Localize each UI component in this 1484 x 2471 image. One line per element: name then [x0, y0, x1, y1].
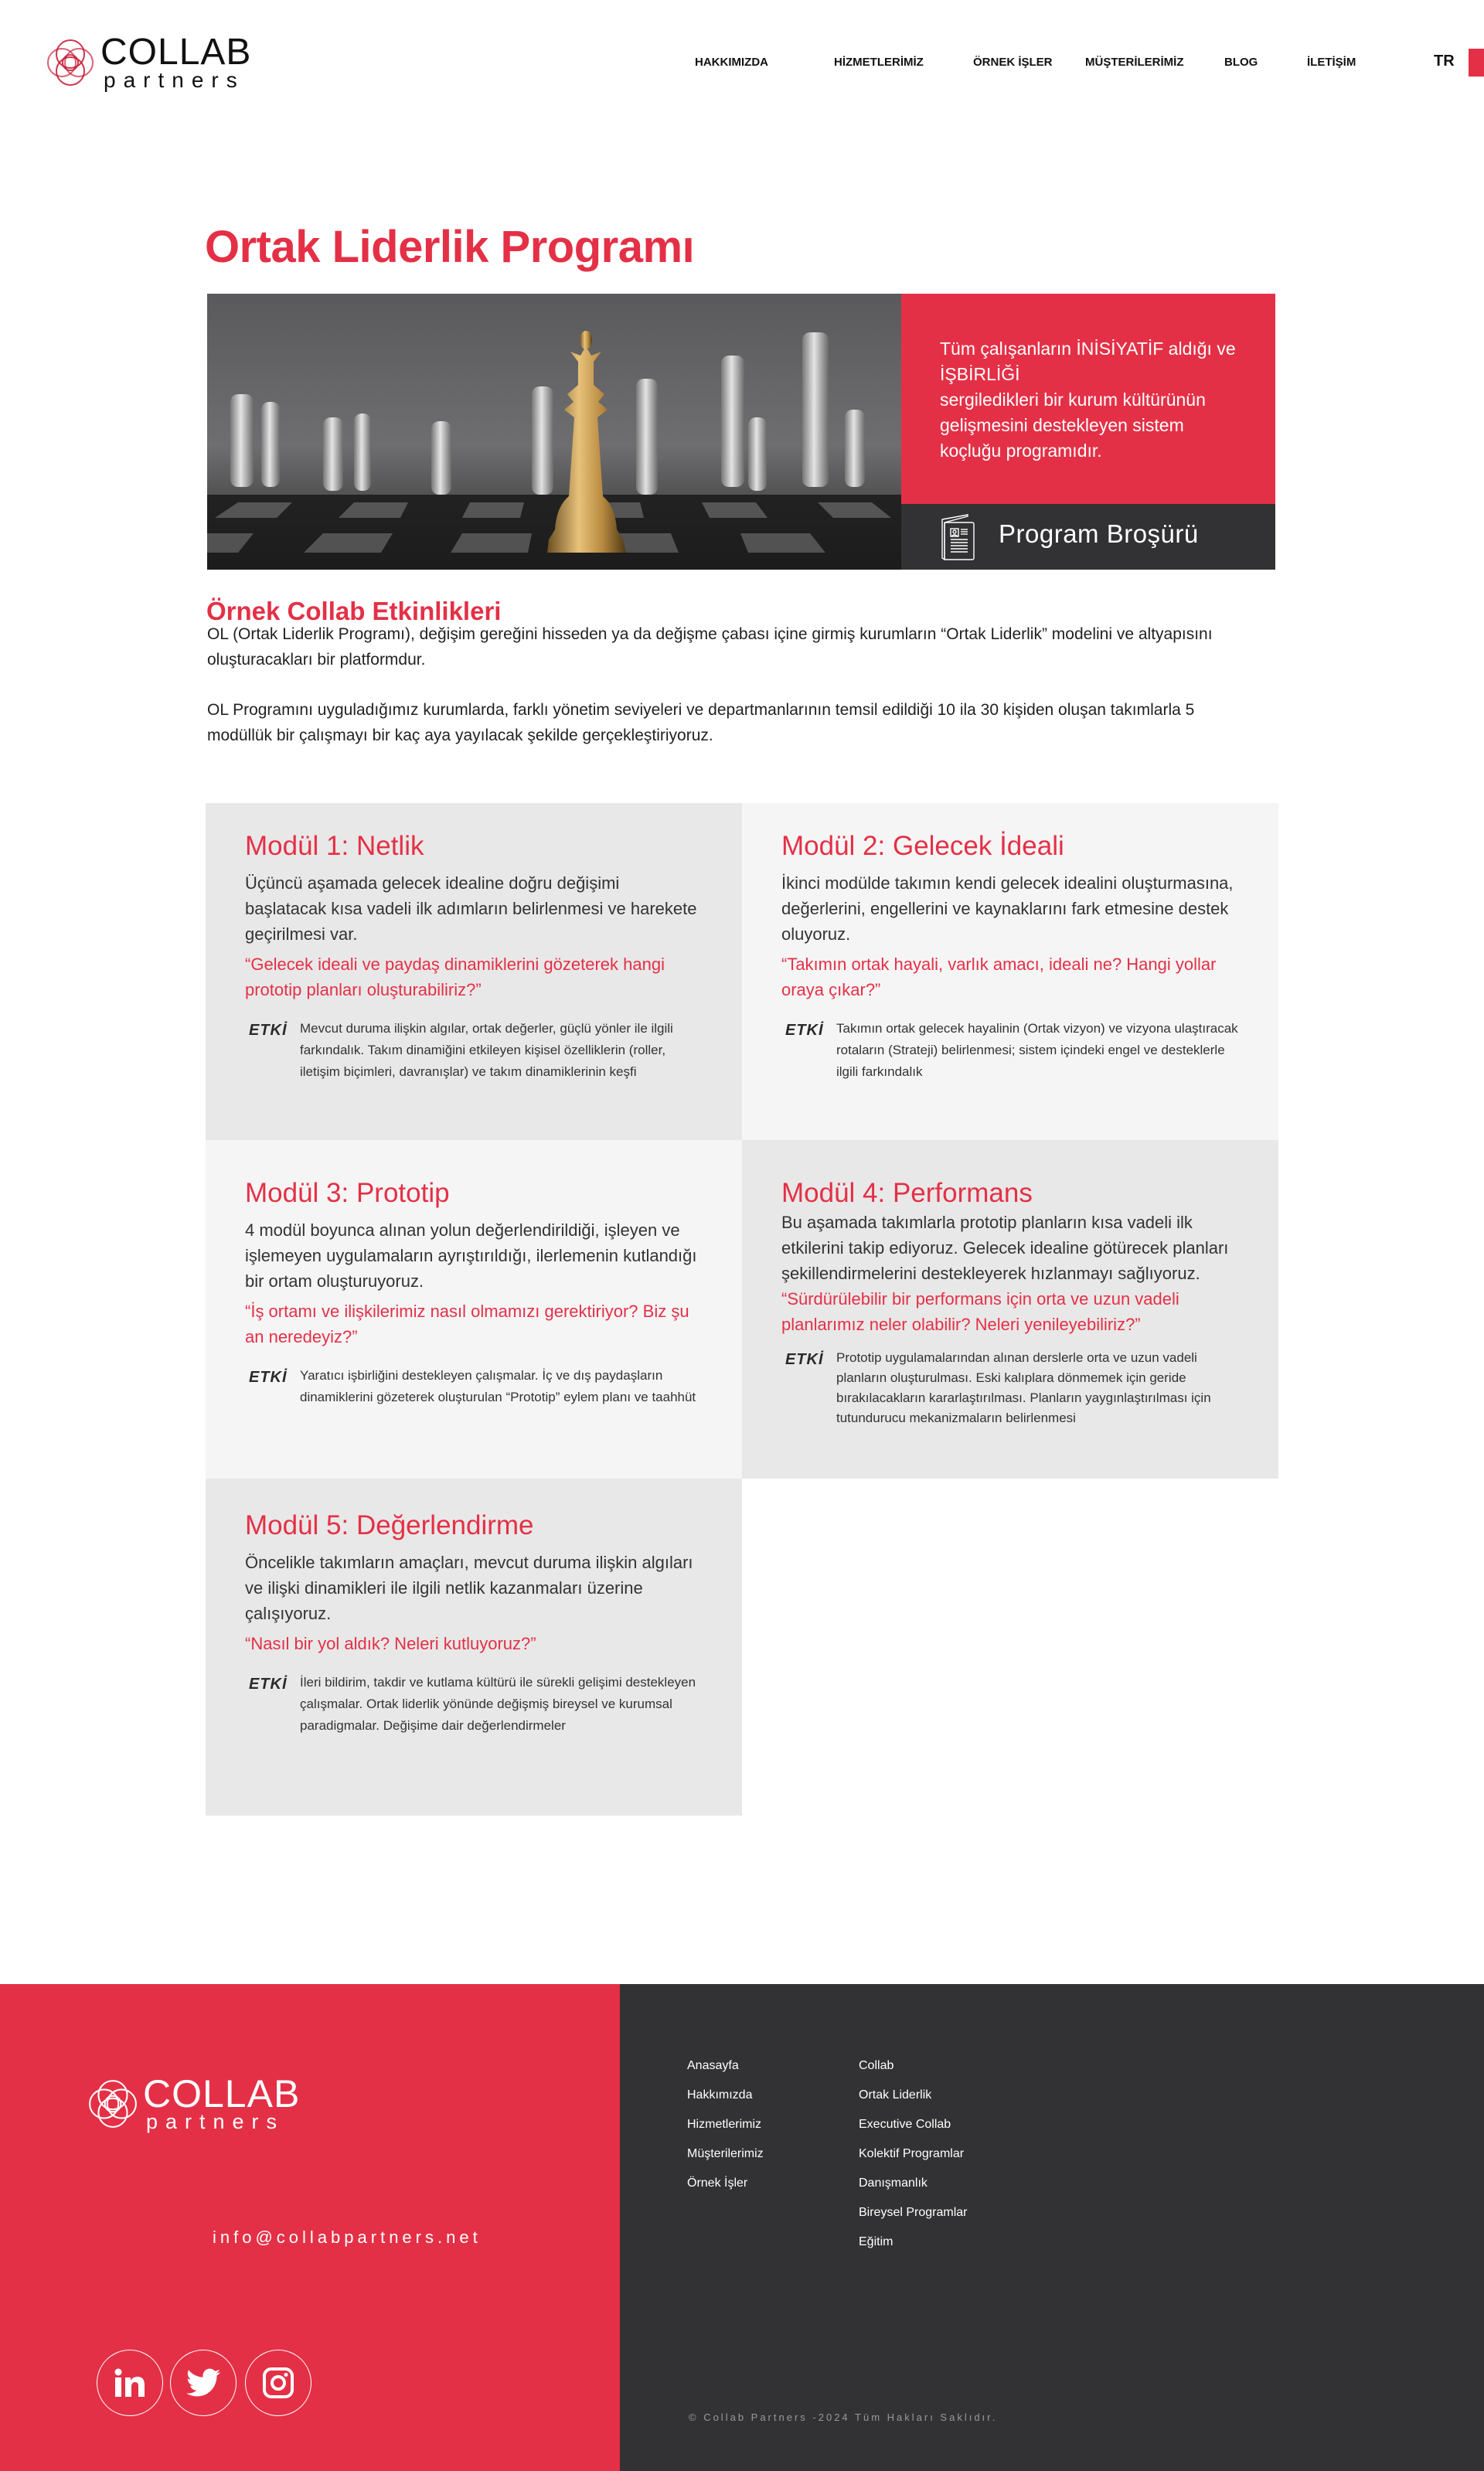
- footer-logo[interactable]: [87, 2072, 318, 2139]
- instagram-button[interactable]: [245, 2350, 311, 2416]
- site-header: [0, 0, 1484, 131]
- logo-rings-icon: [45, 37, 96, 88]
- nav-blog[interactable]: BLOG: [1224, 56, 1258, 69]
- logo-sub: partners: [104, 68, 245, 92]
- footer-right: [620, 1984, 1484, 2471]
- module-card-1: [206, 803, 742, 1140]
- brochure-label: Program Broşürü: [999, 519, 1199, 548]
- nav-musterilerimiz[interactable]: MÜŞTERİLERİMİZ: [1085, 56, 1184, 69]
- footer-link-anasayfa[interactable]: Anasayfa: [687, 2059, 739, 2072]
- module-title: Modül 4: Performans: [781, 1178, 1033, 1208]
- impact-label: ETKİ: [785, 1022, 824, 1039]
- footer-link-collab[interactable]: Collab: [859, 2059, 894, 2072]
- module-quote: “Takımın ortak hayali, varlık amacı, ideali ne? Hangi yollar oraya çıkar?”: [781, 955, 1217, 999]
- module-quote: “Nasıl bir yol aldık? Neleri kutluyoruz?”: [245, 1634, 536, 1653]
- collab-logo[interactable]: [45, 32, 254, 94]
- footer-link-musterilerimiz[interactable]: Müşterilerimiz: [687, 2147, 764, 2160]
- module-card-4: [742, 1140, 1278, 1479]
- hero-tagline-line: Tüm çalışanların İNİSİYATİF aldığı ve: [940, 339, 1236, 359]
- impact-label: ETKİ: [249, 1022, 288, 1039]
- module-impact: [781, 1018, 1240, 1083]
- impact-label: ETKİ: [249, 1676, 288, 1693]
- twitter-icon: [186, 2368, 220, 2398]
- footer-link-bireysel-programlar[interactable]: Bireysel Programlar: [859, 2206, 968, 2219]
- instagram-icon: [262, 2367, 294, 2399]
- footer-link-egitim[interactable]: Eğitim: [859, 2235, 893, 2248]
- copyright-text: © Collab Partners -2024 Tüm Hakları Saklıdır.: [689, 2411, 998, 2423]
- module-quote: “İş ortamı ve ilişkilerimiz nasıl olmamızı gerektiriyor? Biz şu an neredeyiz?”: [245, 1302, 689, 1346]
- impact-text: Yaratıcı işbirliğini destekleyen çalışmalar. İç ve dış paydaşların dinamiklerini gözeterek oluşturulan “Prototip” eylem planı ve taahhüt: [300, 1368, 696, 1404]
- footer-link-kolektif-programlar[interactable]: Kolektif Programlar: [859, 2147, 965, 2160]
- module-description: Öncelikle takımların amaçları, mevcut duruma ilişkin algıları ve ilişki dinamikleri ile ilgili netlik kazanmaları üzerine çalışıyoruz.: [245, 1553, 693, 1623]
- hero-tagline-line: koçluğu programıdır.: [940, 441, 1102, 461]
- intro-paragraph-2: OL Programını uyguladığımız kurumlarda, farklı yönetim seviyeleri ve departmanlarının temsil edildiği 10 ila 30 kişiden oluşan takımlarla 5 modüllük bir çalışmayı bir kaç aya yayılacak şekilde gerçekleştiriyoruz.: [207, 701, 1195, 744]
- brochure-button[interactable]: [901, 504, 1275, 570]
- module-quote: “Sürdürülebilir bir performans için orta ve uzun vadeli planlarımız neler olabilir? Neleri yenileyebiliriz?”: [781, 1289, 1179, 1334]
- footer-link-danismanlik[interactable]: Danışmanlık: [859, 2177, 928, 2190]
- linkedin-icon: [113, 2367, 147, 2398]
- logo-rings-icon: [87, 2078, 139, 2130]
- hero-tagline-line: gelişmesini destekleyen sistem: [940, 415, 1184, 435]
- hero-tagline-line: İŞBİRLİĞİ: [940, 364, 1020, 384]
- impact-text: İleri bildirim, takdir ve kutlama kültürü ile sürekli gelişimi destekleyen çalışmalar. Ortak liderlik yönünde değişmiş bireysel ve kurumsal paradigmalar. Değişime dair değerlendirmeler: [300, 1675, 696, 1733]
- hero-chess-image: [207, 294, 901, 570]
- menu-toggle-bar[interactable]: [1469, 49, 1484, 77]
- logo-brand: COLLAB: [100, 32, 252, 73]
- module-impact: [781, 1348, 1240, 1428]
- intro-paragraph-1: OL (Ortak Liderlik Programı), değişim gereğini hisseden ya da değişme çabası içine girmiş kurumların “Ortak Liderlik” modelini ve altyapısını oluşturacakları bir platformdur.: [207, 625, 1213, 669]
- linkedin-button[interactable]: [97, 2350, 163, 2416]
- footer-logo-sub: partners: [146, 2110, 285, 2133]
- brochure-icon: [940, 513, 975, 565]
- module-impact: [245, 1365, 703, 1408]
- section-title: Örnek Collab Etkinlikleri: [206, 597, 502, 625]
- module-title: Modül 3: Prototip: [245, 1178, 450, 1208]
- footer-logo-brand: COLLAB: [143, 2072, 301, 2115]
- nav-ornek-isler[interactable]: ÖRNEK İŞLER: [973, 56, 1053, 69]
- nav-iletisim[interactable]: İLETİŞİM: [1307, 56, 1356, 69]
- footer-link-ornek-isler[interactable]: Örnek İşler: [687, 2177, 748, 2190]
- footer-email-link[interactable]: info@collabpartners.net: [213, 2228, 482, 2247]
- module-title: Modül 1: Netlik: [245, 831, 424, 861]
- footer-link-executive-collab[interactable]: Executive Collab: [859, 2118, 951, 2131]
- module-title: Modül 5: Değerlendirme: [245, 1510, 534, 1540]
- module-impact: [245, 1672, 703, 1737]
- module-impact: [245, 1018, 703, 1083]
- hero-tagline-line: sergiledikleri bir kurum kültürünün: [940, 390, 1206, 410]
- impact-text: Mevcut duruma ilişkin algılar, ortak değerler, güçlü yönler ile ilgili farkındalık. Takım dinamiğini etkileyen kişisel özelliklerin (roller, iletişim biçimleri, davranışlar) ve takım dinamiklerinin keşfi: [300, 1021, 673, 1079]
- chess-queen-image: [207, 294, 901, 570]
- language-selector[interactable]: TR: [1434, 53, 1455, 70]
- twitter-button[interactable]: [170, 2350, 237, 2416]
- impact-label: ETKİ: [785, 1351, 824, 1368]
- footer-link-hizmetlerimiz[interactable]: Hizmetlerimiz: [687, 2118, 761, 2131]
- footer-link-ortak-liderlik[interactable]: Ortak Liderlik: [859, 2088, 932, 2102]
- nav-hizmetlerimiz[interactable]: HİZMETLERİMİZ: [834, 56, 924, 69]
- module-title: Modül 2: Gelecek İdeali: [781, 831, 1064, 861]
- impact-text: Takımın ortak gelecek hayalinin (Ortak vizyon) ve vizyona ulaştıracak rotaların (Strateji) belirlenmesi; sistem içindeki engel ve desteklerle ilgili farkındalık: [836, 1021, 1238, 1079]
- footer-link-hakkimizda[interactable]: Hakkımızda: [687, 2088, 753, 2102]
- nav-hakkimizda[interactable]: HAKKIMIZDA: [695, 56, 768, 69]
- module-description: 4 modül boyunca alınan yolun değerlendirildiği, işleyen ve işlemeyen uygulamaların ayrıştırıldığı, ilerlemenin kutlandığı bir ortam oluşturuyoruz.: [245, 1220, 697, 1291]
- module-card-3: [206, 1140, 742, 1479]
- impact-text: Prototip uygulamalarından alınan derslerle orta ve uzun vadeli planların oluşturulması. Eski kalıplara dönmemek için geride bırakılacakların kararlaştırılması. Planların yaygınlaştırılması için tutundurucu mekanizmaların belirlenmesi: [836, 1350, 1211, 1425]
- module-description: Üçüncü aşamada gelecek idealine doğru değişimi başlatacak kısa vadeli ilk adımların belirlenmesi ve harekete geçirilmesi var.: [245, 873, 697, 944]
- module-card-5: [206, 1479, 742, 1816]
- module-quote: “Gelecek ideali ve paydaş dinamiklerini gözeterek hangi prototip planları oluşturabiliriz?”: [245, 955, 665, 999]
- hero-tagline-panel: [901, 294, 1275, 504]
- impact-label: ETKİ: [249, 1369, 288, 1386]
- page-title: Ortak Liderlik Programı: [205, 222, 695, 272]
- module-description: İkinci modülde takımın kendi gelecek idealini oluşturmasına, değerlerini, engellerini ve kaynaklarını fark etmesine destek oluyoruz.: [781, 873, 1234, 944]
- module-description: Bu aşamada takımlarla prototip planların kısa vadeli ilk etkilerini takip ediyoruz. Gelecek idealine götürecek planları şekillendirmelerini destekleyerek hızlanmayı sağlıyoruz.: [781, 1213, 1229, 1283]
- module-card-2: [742, 803, 1278, 1140]
